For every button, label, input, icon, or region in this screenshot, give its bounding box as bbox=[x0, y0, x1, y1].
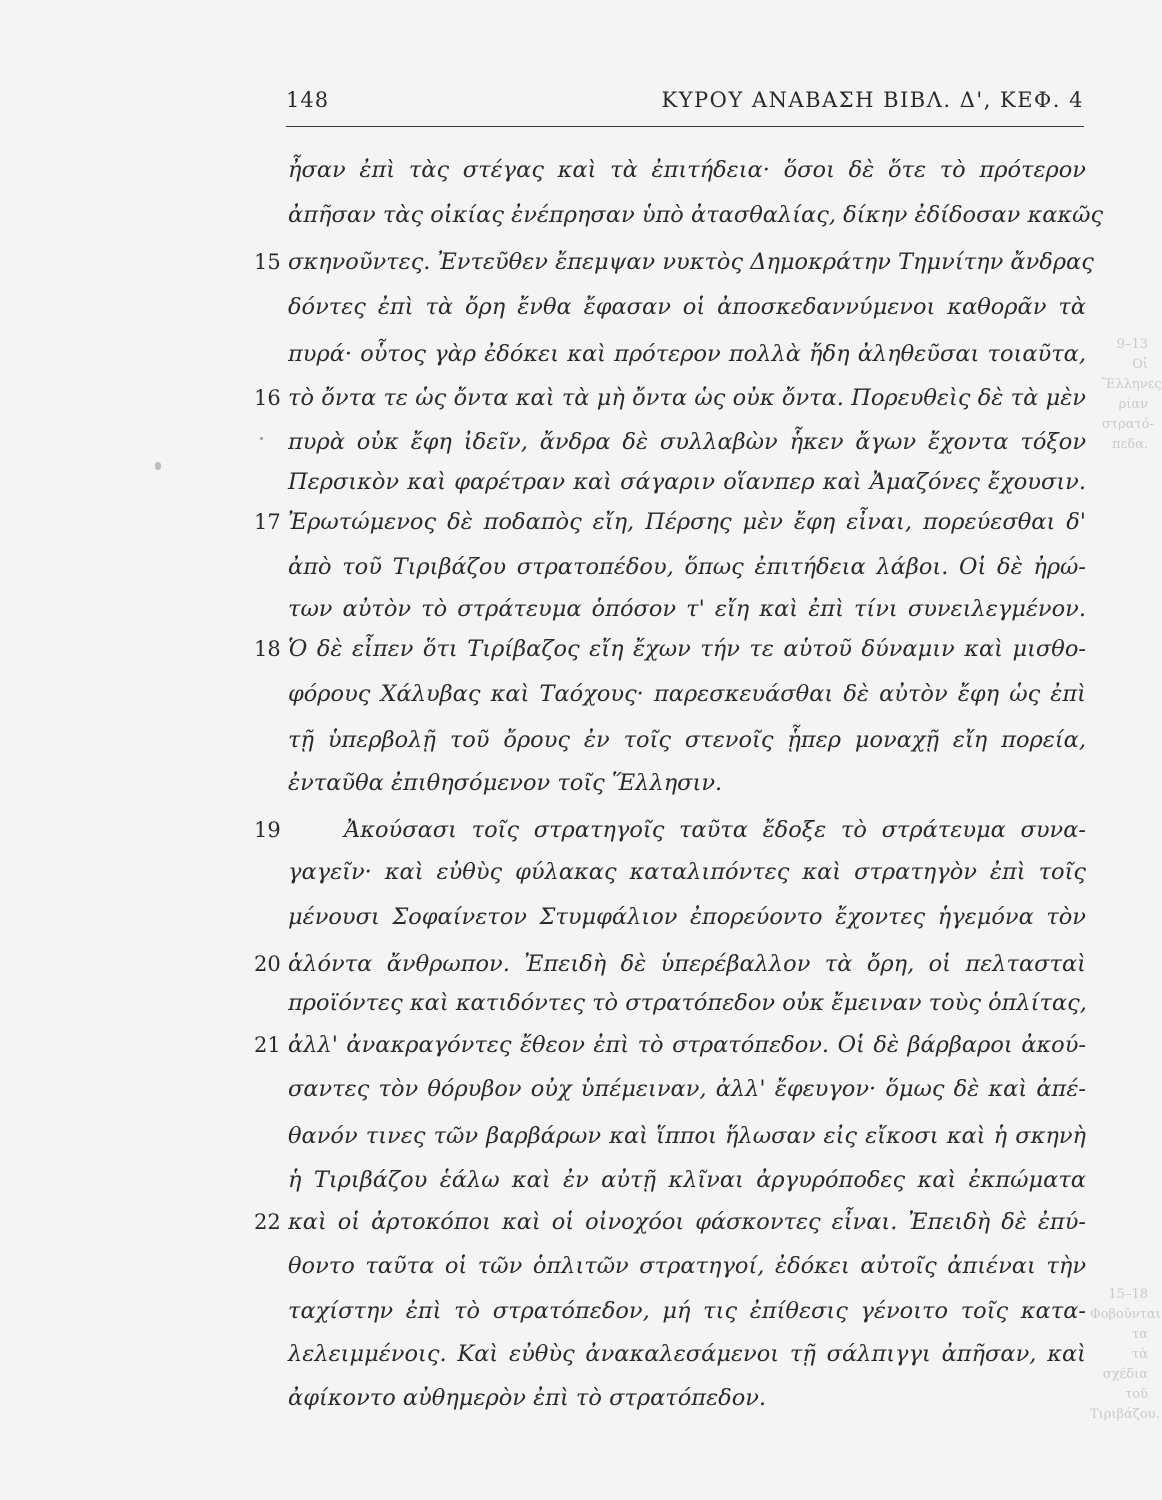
text-line: τὸ ὄντα τε ὡς ὄντα καὶ τὰ μὴ ὄντα ὡς οὐκ ὄντα. Πορευθεὶς δὲ τὰ μὲν bbox=[288, 385, 1086, 411]
text-line: προϊόντες καὶ κατιδόντες τὸ στρατόπεδον οὐκ ἔμειναν τοὺς ὁπλίτας, bbox=[288, 990, 1087, 1016]
text-line: τῇ ὑπερβολῇ τοῦ ὄρους ἐν τοῖς στενοῖς ᾗπερ μοναχῇ εἴη πορεία, bbox=[288, 727, 1086, 753]
text-line: καὶ οἱ ἀρτοκόποι καὶ οἱ οἰνοχόοι φάσκοντες εἶναι. Ἐπειδὴ δὲ ἐπύ- bbox=[288, 1209, 1086, 1235]
text-line: ἀπῆσαν τὰς οἰκίας ἐνέπρησαν ὑπὸ ἀτασθαλίας, δίκην ἐδίδοσαν κακῶς bbox=[288, 202, 1104, 228]
text-line: γαγεῖν· καὶ εὐθὺς φύλακας καταλιπόντες καὶ στρατηγὸν ἐπὶ τοῖς bbox=[288, 859, 1086, 885]
scan-speck bbox=[155, 462, 161, 470]
text-line: ἡ Τιριβάζου ἑάλω καὶ ἐν αὐτῇ κλῖναι ἀργυρόποδες καὶ ἐκπώματα bbox=[288, 1167, 1086, 1193]
text-line: δόντες ἐπὶ τὰ ὄρη ἔνθα ἔφασαν οἱ ἀποσκεδαννύμενοι καθορᾶν τὰ bbox=[288, 294, 1086, 320]
text-line: θανόν τινες τῶν βαρβάρων καὶ ἵπποι ἥλωσαν εἰς εἴκοσι καὶ ἡ σκηνὴ bbox=[288, 1123, 1086, 1149]
section-number-20: 20 bbox=[254, 952, 281, 976]
text-line: ἀλλ' ἀνακραγόντες ἔθεον ἐπὶ τὸ στρατόπεδον. Οἱ δὲ βάρβαροι ἀκού- bbox=[288, 1032, 1086, 1058]
text-line: ταχίστην ἐπὶ τὸ στρατόπεδον, μή τις ἐπίθεσις γένοιτο τοῖς κατα- bbox=[288, 1298, 1086, 1324]
text-line: μένουσι Σοφαίνετον Στυμφάλιον ἐπορεύοντο ἔχοντες ἡγεμόνα τὸν bbox=[288, 904, 1086, 930]
section-number-15: 15 bbox=[254, 250, 281, 274]
text-line: ἀπὸ τοῦ Τιριβάζου στρατοπέδου, ὅπως ἐπιτήδεια λάβοι. Οἱ δὲ ἠρώ- bbox=[288, 554, 1086, 580]
section-number-22: 22 bbox=[254, 1210, 281, 1234]
text-line: λελειμμένοις. Καὶ εὐθὺς ἀνακαλεσάμενοι τῇ σάλπιγγι ἀπῆσαν, καὶ bbox=[288, 1341, 1086, 1367]
text-line: Περσικὸν καὶ φαρέτραν καὶ σάγαριν οἵανπερ καὶ Ἀμαζόνες ἔχουσιν. bbox=[288, 469, 1086, 495]
text-line: Ὁ δὲ εἶπεν ὅτι Τιρίβαζος εἴη ἔχων τήν τε αὑτοῦ δύναμιν καὶ μισθο- bbox=[288, 636, 1086, 662]
text-line: ἁλόντα ἄνθρωπον. Ἐπειδὴ δὲ ὑπερέβαλλον τὰ ὄρη, οἱ πελτασταὶ bbox=[288, 951, 1086, 977]
page-number: 148 bbox=[286, 88, 330, 112]
text-line: Ἀκούσασι τοῖς στρατηγοῖς ταῦτα ἔδοξε τὸ στράτευμα συνα- bbox=[344, 817, 1086, 843]
text-line: ἐνταῦθα ἐπιθησόμενον τοῖς Ἕλλησιν. bbox=[288, 770, 723, 796]
text-line: σαντες τὸν θόρυβον οὐχ ὑπέμειναν, ἀλλ' ἔφευγον· ὅμως δὲ καὶ ἀπέ- bbox=[288, 1076, 1086, 1102]
text-line: σκηνοῦντες. Ἐντεῦθεν ἔπεμψαν νυκτὸς Δημοκράτην Τημνίτην ἄνδρας bbox=[288, 249, 1094, 275]
section-number-17: 17 bbox=[254, 510, 281, 534]
text-line: πυρά· οὗτος γὰρ ἐδόκει καὶ πρότερον πολλὰ ἤδη ἀληθεῦσαι τοιαῦτα, bbox=[288, 341, 1086, 367]
text-line: Ἐρωτώμενος δὲ ποδαπὸς εἴη, Πέρσης μὲν ἔφη εἶναι, πορεύεσθαι δ' bbox=[288, 509, 1086, 535]
text-line: πυρὰ οὐκ ἔφη ἰδεῖν, ἄνδρα δὲ συλλαβὼν ἧκεν ἄγων ἔχοντα τόξον bbox=[288, 429, 1086, 455]
text-line: θοντο ταῦτα οἱ τῶν ὁπλιτῶν στρατηγοί, ἐδόκει αὐτοῖς ἀπιέναι τὴν bbox=[288, 1253, 1086, 1279]
section-number-19: 19 bbox=[254, 818, 281, 842]
text-line: των αὐτὸν τὸ στράτευμα ὁπόσον τ' εἴη καὶ ἐπὶ τίνι συνειλεγμένον. bbox=[288, 596, 1086, 622]
running-title: ΚΥΡΟΥ ΑΝΑΒΑΣΗ ΒΙΒΛ. Δ', ΚΕΦ. 4 bbox=[661, 88, 1084, 112]
running-head bbox=[286, 86, 1084, 127]
text-line: φόρους Χάλυβας καὶ Ταόχους· παρεσκευάσθαι δὲ αὐτὸν ἔφη ὡς ἐπὶ bbox=[288, 681, 1086, 707]
text-line: ἀφίκοντο αὐθημερὸν ἐπὶ τὸ στρατόπεδον. bbox=[288, 1385, 767, 1411]
text-line: ἦσαν ἐπὶ τὰς στέγας καὶ τὰ ἐπιτήδεια· ὅσοι δὲ ὅτε τὸ πρότερον bbox=[288, 157, 1086, 183]
margin-note-upper: 9–13 Οἱ Ἕλληνες ρίαν στρατό- πεδα. bbox=[1102, 337, 1162, 452]
scan-speck bbox=[260, 437, 263, 440]
section-number-18: 18 bbox=[254, 637, 281, 661]
section-number-21: 21 bbox=[254, 1033, 281, 1057]
section-number-16: 16 bbox=[254, 386, 281, 410]
margin-note-lower: 15–18 Φοβοῦνται τα τὰ σχέδια τοῦ Τιριβάζου. bbox=[1090, 1287, 1161, 1422]
